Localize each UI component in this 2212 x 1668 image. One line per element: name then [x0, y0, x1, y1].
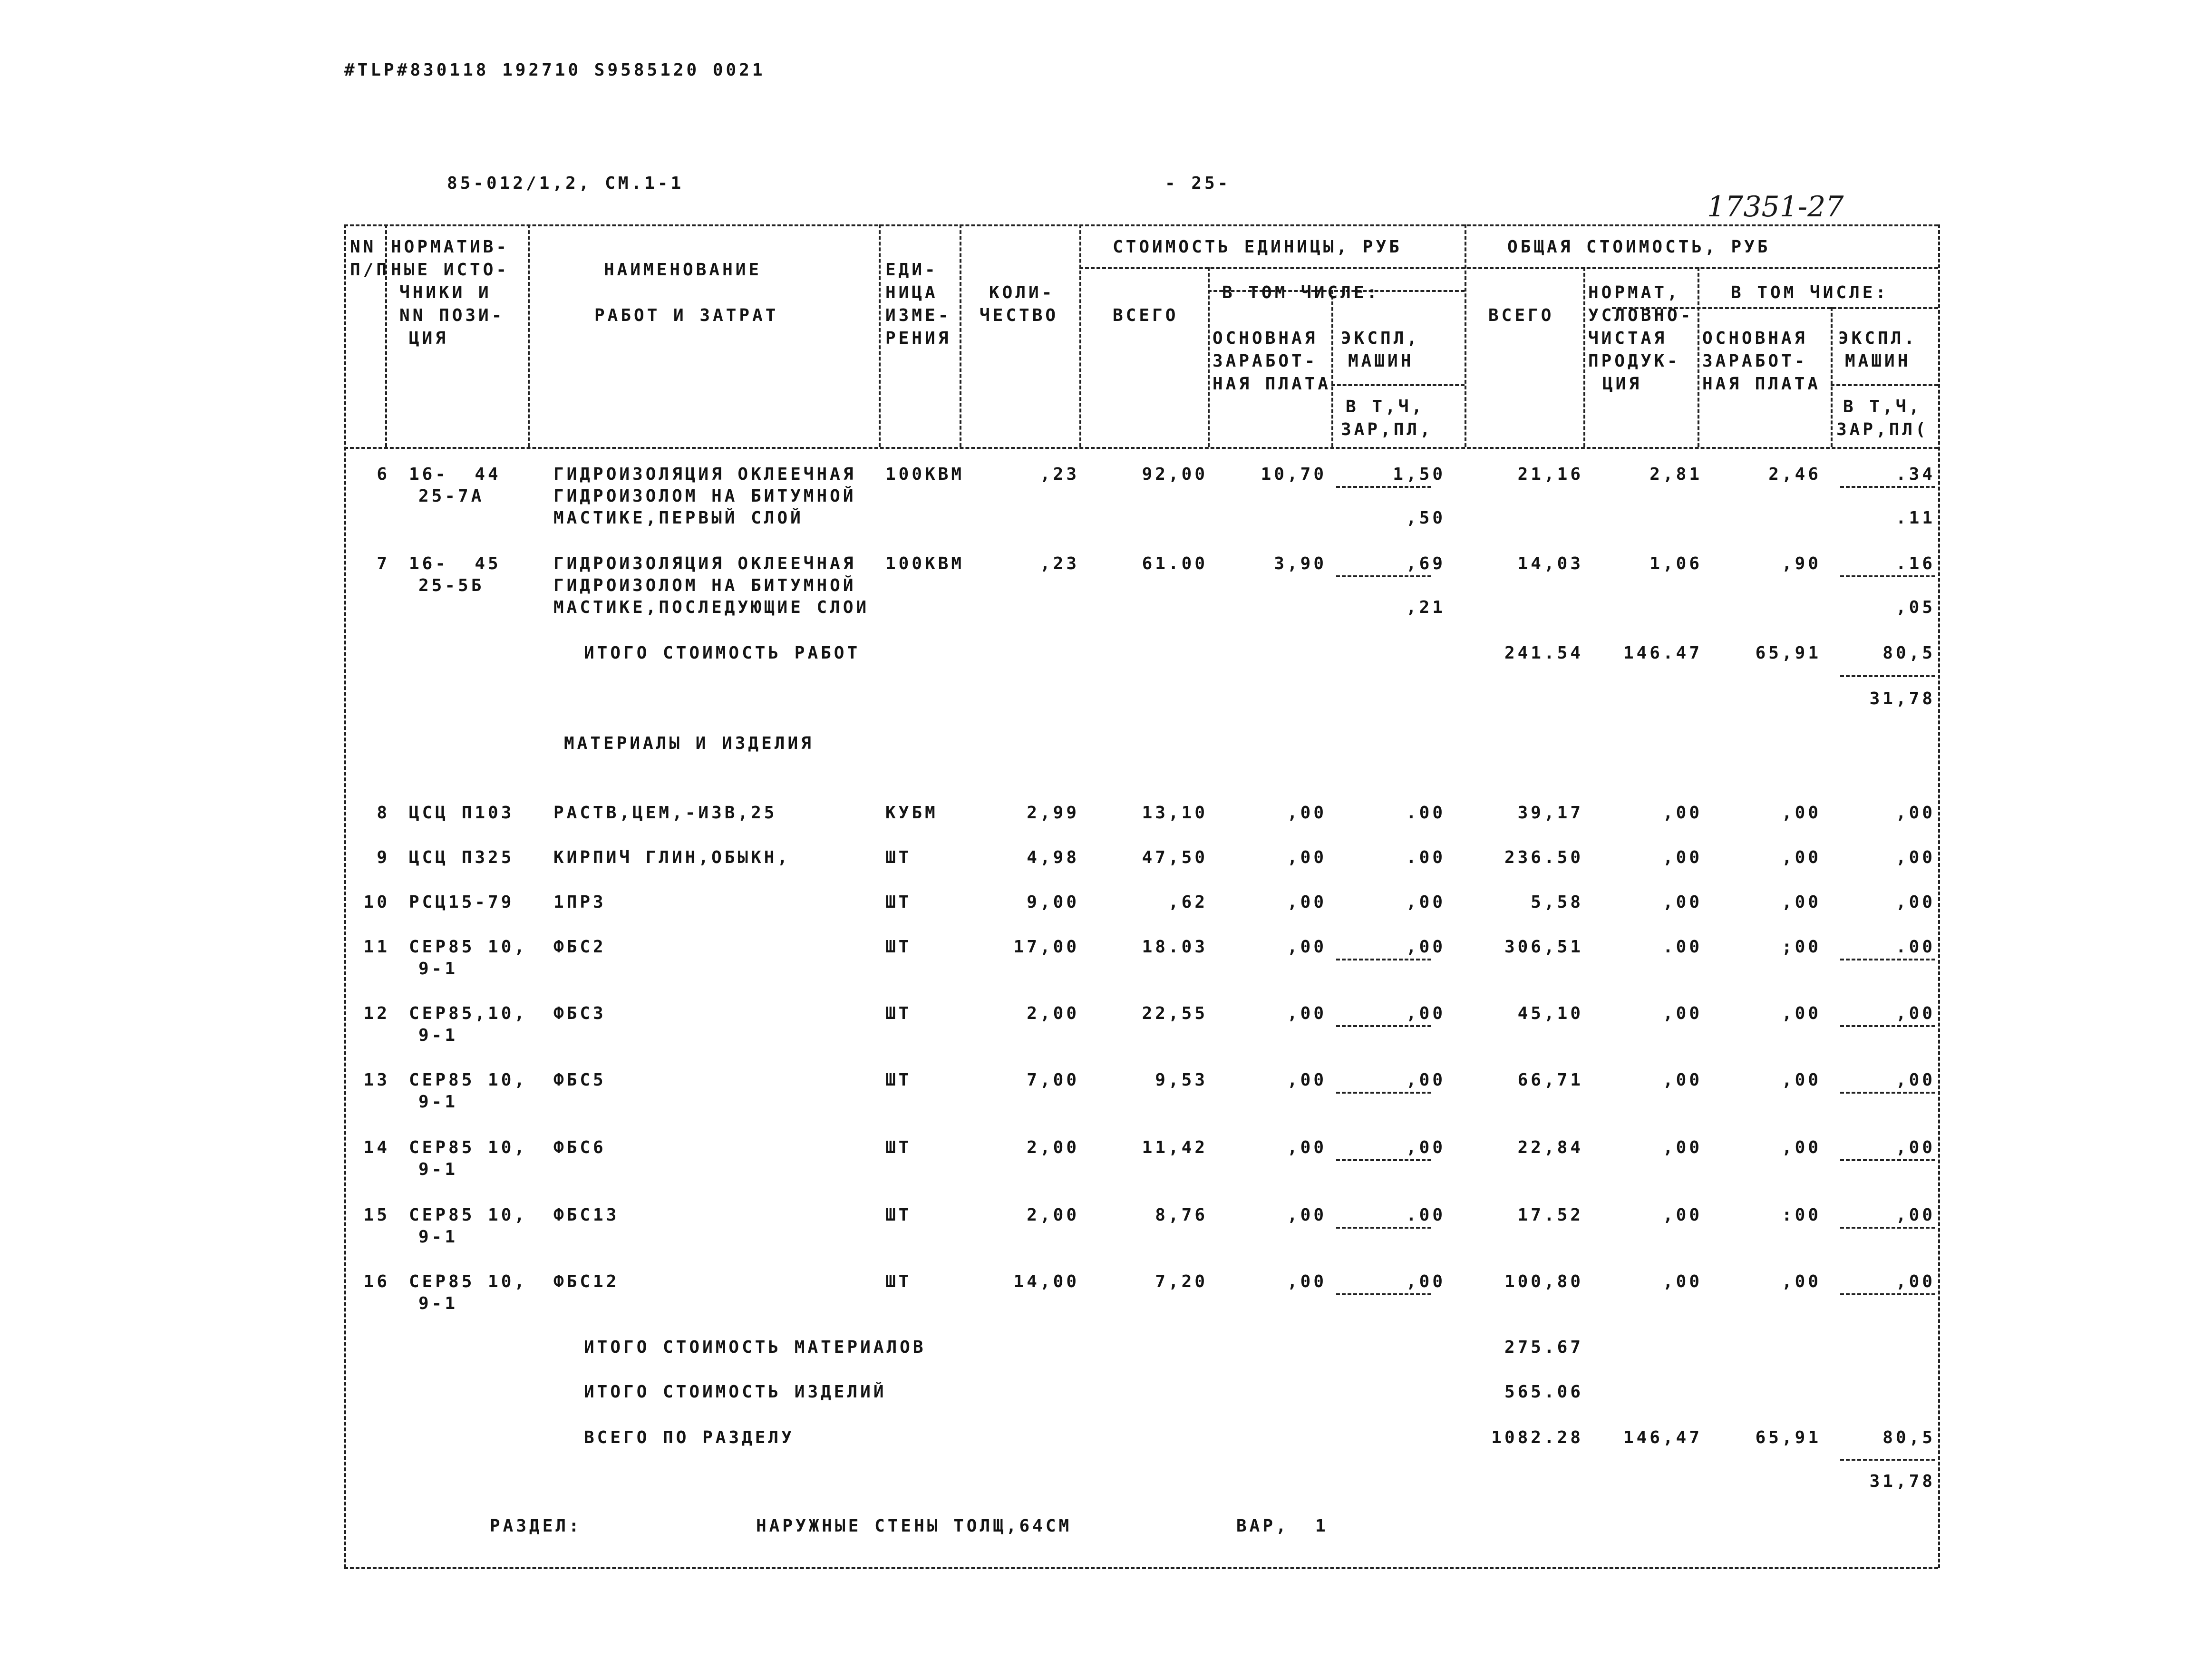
underline-separator: [1336, 1293, 1431, 1295]
row-unit: ШТ: [885, 892, 912, 912]
row-unit: 100КВМ: [885, 554, 965, 573]
row-unit-mach-wage: ,50: [1406, 508, 1446, 528]
col-unit-1: ЕДИ-: [885, 260, 938, 280]
row-total-wage: ,90: [1781, 554, 1821, 573]
underline-separator: [1336, 1025, 1431, 1027]
row-total-wage: ,00: [1781, 848, 1821, 867]
underline-separator: [1336, 486, 1431, 488]
row-total-wage: ,00: [1781, 1070, 1821, 1090]
col-norm-prod-4: ПРОДУК-: [1588, 351, 1680, 371]
row-total-mach: ,00: [1895, 1272, 1935, 1291]
row-number: 12: [363, 1004, 390, 1023]
row-unit: ШТ: [885, 1004, 912, 1023]
col-unit-incl: В ТОМ ЧИСЛЕ:: [1222, 283, 1380, 302]
row-total-wage: 2,46: [1768, 465, 1821, 484]
underline-separator: [1840, 1025, 1935, 1027]
row-name: ФБС2: [553, 937, 606, 957]
row-unit-wage: ,00: [1287, 1004, 1327, 1023]
row-total-all: 306,51: [1504, 937, 1583, 957]
row-name: 1ПР3: [553, 892, 606, 912]
row-total-norm: 1,06: [1649, 554, 1702, 573]
row-qty: 2,00: [1027, 1138, 1079, 1157]
row-code: СЕР85 10,: [409, 1272, 528, 1291]
underline-separator: [1336, 575, 1431, 577]
row-code: ЦСЦ П103: [409, 803, 514, 823]
row-unit-all: 47,50: [1142, 848, 1208, 867]
row-total-all: 66,71: [1517, 1070, 1583, 1090]
row-number: 15: [363, 1205, 390, 1225]
row-code: 9-1: [418, 1160, 458, 1179]
row-total-mach: ,00: [1895, 1070, 1935, 1090]
row-code: СЕР85,10,: [409, 1004, 528, 1023]
row-number: 13: [363, 1070, 390, 1090]
row-unit: КУБМ: [885, 803, 938, 823]
row-total-mach: ,00: [1895, 1205, 1935, 1225]
row-total-mach: .00: [1895, 937, 1935, 957]
row-name: ГИДРОИЗОЛОМ НА БИТУМНОЙ: [553, 576, 856, 595]
row-total-wage: ,00: [1781, 803, 1821, 823]
row-unit-mach: .00: [1406, 1205, 1446, 1225]
row-number: 7: [377, 554, 390, 573]
work-total-mach-wage: 31,78: [1869, 689, 1935, 708]
row-unit-wage: 10,70: [1261, 465, 1327, 484]
section-total-mach-wage: 31,78: [1869, 1472, 1935, 1491]
row-code: 25-7А: [418, 486, 485, 506]
row-code: СЕР85 10,: [409, 1205, 528, 1225]
row-unit-wage: ,00: [1287, 848, 1327, 867]
row-code: СЕР85 10,: [409, 1070, 528, 1090]
underline-separator: [1336, 1092, 1431, 1094]
work-total-label: ИТОГО СТОИМОСТЬ РАБОТ: [584, 643, 861, 663]
col-unit-all: ВСЕГО: [1113, 306, 1179, 325]
col-mach2-1: ЭКСПЛ.: [1838, 329, 1918, 348]
col-mach-2: МАШИН: [1348, 351, 1414, 371]
col-unit-3: ИЗМЕ-: [885, 306, 951, 325]
col-wage2-2: ЗАРАБОТ-: [1702, 351, 1808, 371]
col-norm-1: НОРМАТИВ-: [391, 237, 510, 257]
col-norm-5: ЦИЯ: [409, 329, 449, 348]
row-total-mach: .16: [1895, 554, 1935, 573]
col-unit-4: РЕНИЯ: [885, 329, 951, 348]
col-norm-prod-5: ЦИЯ: [1602, 374, 1642, 394]
row-qty: 4,98: [1027, 848, 1079, 867]
col-mach2-wage-1: В Т,Ч,: [1843, 397, 1922, 417]
row-total-norm: ,00: [1662, 803, 1702, 823]
row-number: 16: [363, 1272, 390, 1291]
row-unit-mach: ,69: [1406, 554, 1446, 573]
row-total-all: 100,80: [1504, 1272, 1583, 1291]
row-unit: ШТ: [885, 1070, 912, 1090]
row-code: СЕР85 10,: [409, 937, 528, 957]
underline-separator: [1336, 1227, 1431, 1229]
row-unit-mach: ,00: [1406, 892, 1446, 912]
col-total-incl: В ТОМ ЧИСЛЕ:: [1731, 283, 1889, 302]
work-total-all: 241.54: [1504, 643, 1583, 663]
row-total-mach: ,00: [1895, 848, 1935, 867]
row-total-norm: ,00: [1662, 1272, 1702, 1291]
row-total-norm: .00: [1662, 937, 1702, 957]
row-number: 8: [377, 803, 390, 823]
row-total-all: 39,17: [1517, 803, 1583, 823]
row-code: 9-1: [418, 959, 458, 979]
row-code: 9-1: [418, 1026, 458, 1045]
section-total-norm: 146,47: [1623, 1428, 1702, 1447]
row-code: 9-1: [418, 1092, 458, 1112]
materials-total-all: 275.67: [1504, 1338, 1583, 1357]
row-total-wage: ,00: [1781, 892, 1821, 912]
materials-heading: МАТЕРИАЛЫ И ИЗДЕЛИЯ: [564, 734, 814, 753]
row-name: ФБС5: [553, 1070, 606, 1090]
row-code: РСЦ15-79: [409, 892, 514, 912]
row-total-mach: ,00: [1895, 1004, 1935, 1023]
section-variant: ВАР, 1: [1236, 1516, 1329, 1536]
row-unit-all: 9,53: [1155, 1070, 1208, 1090]
row-unit-all: 8,76: [1155, 1205, 1208, 1225]
section-total-all: 1082.28: [1491, 1428, 1583, 1447]
row-total-all: 45,10: [1517, 1004, 1583, 1023]
row-unit-all: 61.00: [1142, 554, 1208, 573]
row-qty: 14,00: [1013, 1272, 1079, 1291]
row-unit-all: 7,20: [1155, 1272, 1208, 1291]
row-unit-all: 18.03: [1142, 937, 1208, 957]
col-norm-prod-1: НОРМАТ,: [1588, 283, 1680, 302]
row-number: 11: [363, 937, 390, 957]
row-total-norm: ,00: [1662, 1004, 1702, 1023]
row-unit-mach: .00: [1406, 803, 1446, 823]
col-qty-1: КОЛИ-: [989, 283, 1055, 302]
col-norm-prod-2: УСЛОВНО-: [1588, 306, 1694, 325]
row-unit-mach: ,00: [1406, 1138, 1446, 1157]
row-total-norm: ,00: [1662, 1138, 1702, 1157]
row-qty: 2,00: [1027, 1205, 1079, 1225]
row-qty: 7,00: [1027, 1070, 1079, 1090]
row-total-norm: ,00: [1662, 848, 1702, 867]
materials-total-label: ИТОГО СТОИМОСТЬ МАТЕРИАЛОВ: [584, 1338, 926, 1357]
row-code: 9-1: [418, 1294, 458, 1313]
row-name: МАСТИКЕ,ПОСЛЕДУЮЩИЕ СЛОИ: [553, 598, 870, 617]
row-total-norm: 2,81: [1649, 465, 1702, 484]
row-number: 6: [377, 465, 390, 484]
underline-separator: [1336, 1159, 1431, 1161]
row-qty: 17,00: [1013, 937, 1079, 957]
row-unit-all: 22,55: [1142, 1004, 1208, 1023]
items-total-label: ИТОГО СТОИМОСТЬ ИЗДЕЛИЙ: [584, 1382, 887, 1402]
row-unit: 100КВМ: [885, 465, 965, 484]
col-mach-wage-2: ЗАР,ПЛ,: [1341, 420, 1433, 439]
col-wage-1: ОСНОВНАЯ: [1213, 329, 1318, 348]
row-total-all: 14,03: [1517, 554, 1583, 573]
row-unit-wage: 3,90: [1274, 554, 1327, 573]
col-norm-prod-3: ЧИСТАЯ: [1588, 329, 1668, 348]
row-unit: ШТ: [885, 1272, 912, 1291]
row-unit-mach: 1,50: [1393, 465, 1446, 484]
row-unit-all: 92,00: [1142, 465, 1208, 484]
row-unit-mach: ,00: [1406, 1004, 1446, 1023]
col-total-cost: ОБЩАЯ СТОИМОСТЬ, РУБ: [1507, 237, 1771, 257]
col-wage-2: ЗАРАБОТ-: [1213, 351, 1318, 371]
row-code: 9-1: [418, 1227, 458, 1247]
items-total-all: 565.06: [1504, 1382, 1583, 1402]
document-code: #TLP#830118 192710 S9585120 0021: [344, 60, 766, 80]
row-total-all: 22,84: [1517, 1138, 1583, 1157]
col-nn-2: П/П: [350, 260, 390, 280]
row-code: СЕР85 10,: [409, 1138, 528, 1157]
row-name: РАСТВ,ЦЕМ,-ИЗВ,25: [553, 803, 777, 823]
row-unit-wage: ,00: [1287, 892, 1327, 912]
row-total-norm: ,00: [1662, 1205, 1702, 1225]
page-number: - 25-: [1165, 174, 1231, 193]
row-unit-all: 11,42: [1142, 1138, 1208, 1157]
work-total-norm: 146.47: [1623, 643, 1702, 663]
underline-separator: [1840, 486, 1935, 488]
underline-separator: [1840, 1159, 1935, 1161]
row-qty: 9,00: [1027, 892, 1079, 912]
col-mach2-2: МАШИН: [1845, 351, 1911, 371]
col-name-1: НАИМЕНОВАНИЕ: [604, 260, 762, 280]
row-name: ФБС13: [553, 1205, 620, 1225]
row-unit: ШТ: [885, 848, 912, 867]
row-total-mach-wage: ,05: [1895, 598, 1935, 617]
col-norm-4: NN ПОЗИ-: [399, 306, 505, 325]
row-total-all: 236.50: [1504, 848, 1583, 867]
section-total-mach: 80,5: [1882, 1428, 1935, 1447]
underline-separator: [1840, 1227, 1935, 1229]
section-total-label: ВСЕГО ПО РАЗДЕЛУ: [584, 1428, 795, 1447]
row-unit-wage: ,00: [1287, 1272, 1327, 1291]
underline-separator: [1336, 959, 1431, 960]
col-mach2-wage-2: ЗАР,ПЛ(: [1836, 420, 1929, 439]
row-total-mach: .34: [1895, 465, 1935, 484]
row-unit-wage: ,00: [1287, 1070, 1327, 1090]
row-unit: ШТ: [885, 1205, 912, 1225]
row-unit: ШТ: [885, 937, 912, 957]
section-title: НАРУЖНЫЕ СТЕНЫ ТОЛЩ,64СМ: [756, 1516, 1072, 1536]
row-total-all: 17.52: [1517, 1205, 1583, 1225]
underline-separator: [1840, 1092, 1935, 1094]
row-unit: ШТ: [885, 1138, 912, 1157]
col-norm-2: НЫЕ ИСТО-: [391, 260, 510, 280]
row-total-wage: ,00: [1781, 1138, 1821, 1157]
col-norm-3: ЧНИКИ И: [399, 283, 492, 302]
col-nn: NN: [350, 237, 377, 257]
row-total-mach: ,00: [1895, 1138, 1935, 1157]
row-name: МАСТИКЕ,ПЕРВЫЙ СЛОЙ: [553, 508, 804, 528]
row-unit-all: ,62: [1168, 892, 1208, 912]
row-name: КИРПИЧ ГЛИН,ОБЫКН,: [553, 848, 791, 867]
col-wage-3: НАЯ ПЛАТА: [1213, 374, 1331, 394]
row-unit-mach: ,00: [1406, 1272, 1446, 1291]
row-number: 9: [377, 848, 390, 867]
underline-separator: [1840, 959, 1935, 960]
col-mach-wage-1: В Т,Ч,: [1346, 397, 1425, 417]
row-name: ФБС3: [553, 1004, 606, 1023]
row-unit-mach: ,00: [1406, 937, 1446, 957]
row-number: 14: [363, 1138, 390, 1157]
row-name: ГИДРОИЗОЛЯЦИЯ ОКЛЕЕЧНАЯ: [553, 554, 856, 573]
row-total-mach-wage: .11: [1895, 508, 1935, 528]
row-unit-wage: ,00: [1287, 803, 1327, 823]
work-total-mach: 80,5: [1882, 643, 1935, 663]
col-total-all: ВСЕГО: [1488, 306, 1554, 325]
row-total-mach: ,00: [1895, 803, 1935, 823]
col-unit-2: НИЦА: [885, 283, 938, 302]
row-unit-all: 13,10: [1142, 803, 1208, 823]
section-total-wage: 65,91: [1755, 1428, 1821, 1447]
row-code: 16- 45: [409, 554, 501, 573]
row-qty: ,23: [1039, 554, 1079, 573]
row-total-wage: :00: [1781, 1205, 1821, 1225]
row-number: 10: [363, 892, 390, 912]
row-total-wage: ;00: [1781, 937, 1821, 957]
row-qty: 2,00: [1027, 1004, 1079, 1023]
col-qty-2: ЧЕСТВО: [980, 306, 1059, 325]
row-total-wage: ,00: [1781, 1004, 1821, 1023]
row-total-norm: ,00: [1662, 892, 1702, 912]
row-name: ФБС12: [553, 1272, 620, 1291]
col-mach-1: ЭКСПЛ,: [1341, 329, 1420, 348]
row-qty: ,23: [1039, 465, 1079, 484]
row-unit-mach: .00: [1406, 848, 1446, 867]
section-label: РАЗДЕЛ:: [490, 1516, 582, 1536]
row-unit-mach: ,00: [1406, 1070, 1446, 1090]
col-wage2-3: НАЯ ПЛАТА: [1702, 374, 1821, 394]
work-total-wage: 65,91: [1755, 643, 1821, 663]
sheet-reference: 85-012/1,2, СМ.1-1: [447, 174, 684, 193]
col-unit-cost: СТОИМОСТЬ ЕДИНИЦЫ, РУБ: [1113, 237, 1402, 257]
row-total-norm: ,00: [1662, 1070, 1702, 1090]
underline-separator: [1840, 575, 1935, 577]
row-qty: 2,99: [1027, 803, 1079, 823]
row-total-all: 5,58: [1531, 892, 1583, 912]
handwritten-number: 17351-27: [1707, 190, 1844, 223]
row-total-mach: ,00: [1895, 892, 1935, 912]
row-total-wage: ,00: [1781, 1272, 1821, 1291]
col-name-2: РАБОТ И ЗАТРАТ: [594, 306, 779, 325]
row-unit-wage: ,00: [1287, 937, 1327, 957]
col-wage2-1: ОСНОВНАЯ: [1702, 329, 1808, 348]
row-name: ГИДРОИЗОЛЯЦИЯ ОКЛЕЕЧНАЯ: [553, 465, 856, 484]
underline-separator: [1840, 1293, 1935, 1295]
row-name: ФБС6: [553, 1138, 606, 1157]
row-unit-wage: ,00: [1287, 1205, 1327, 1225]
row-unit-mach-wage: ,21: [1406, 598, 1446, 617]
row-code: ЦСЦ П325: [409, 848, 514, 867]
row-unit-wage: ,00: [1287, 1138, 1327, 1157]
row-total-all: 21,16: [1517, 465, 1583, 484]
row-code: 25-5Б: [418, 576, 485, 595]
row-name: ГИДРОИЗОЛОМ НА БИТУМНОЙ: [553, 486, 856, 506]
row-code: 16- 44: [409, 465, 501, 484]
